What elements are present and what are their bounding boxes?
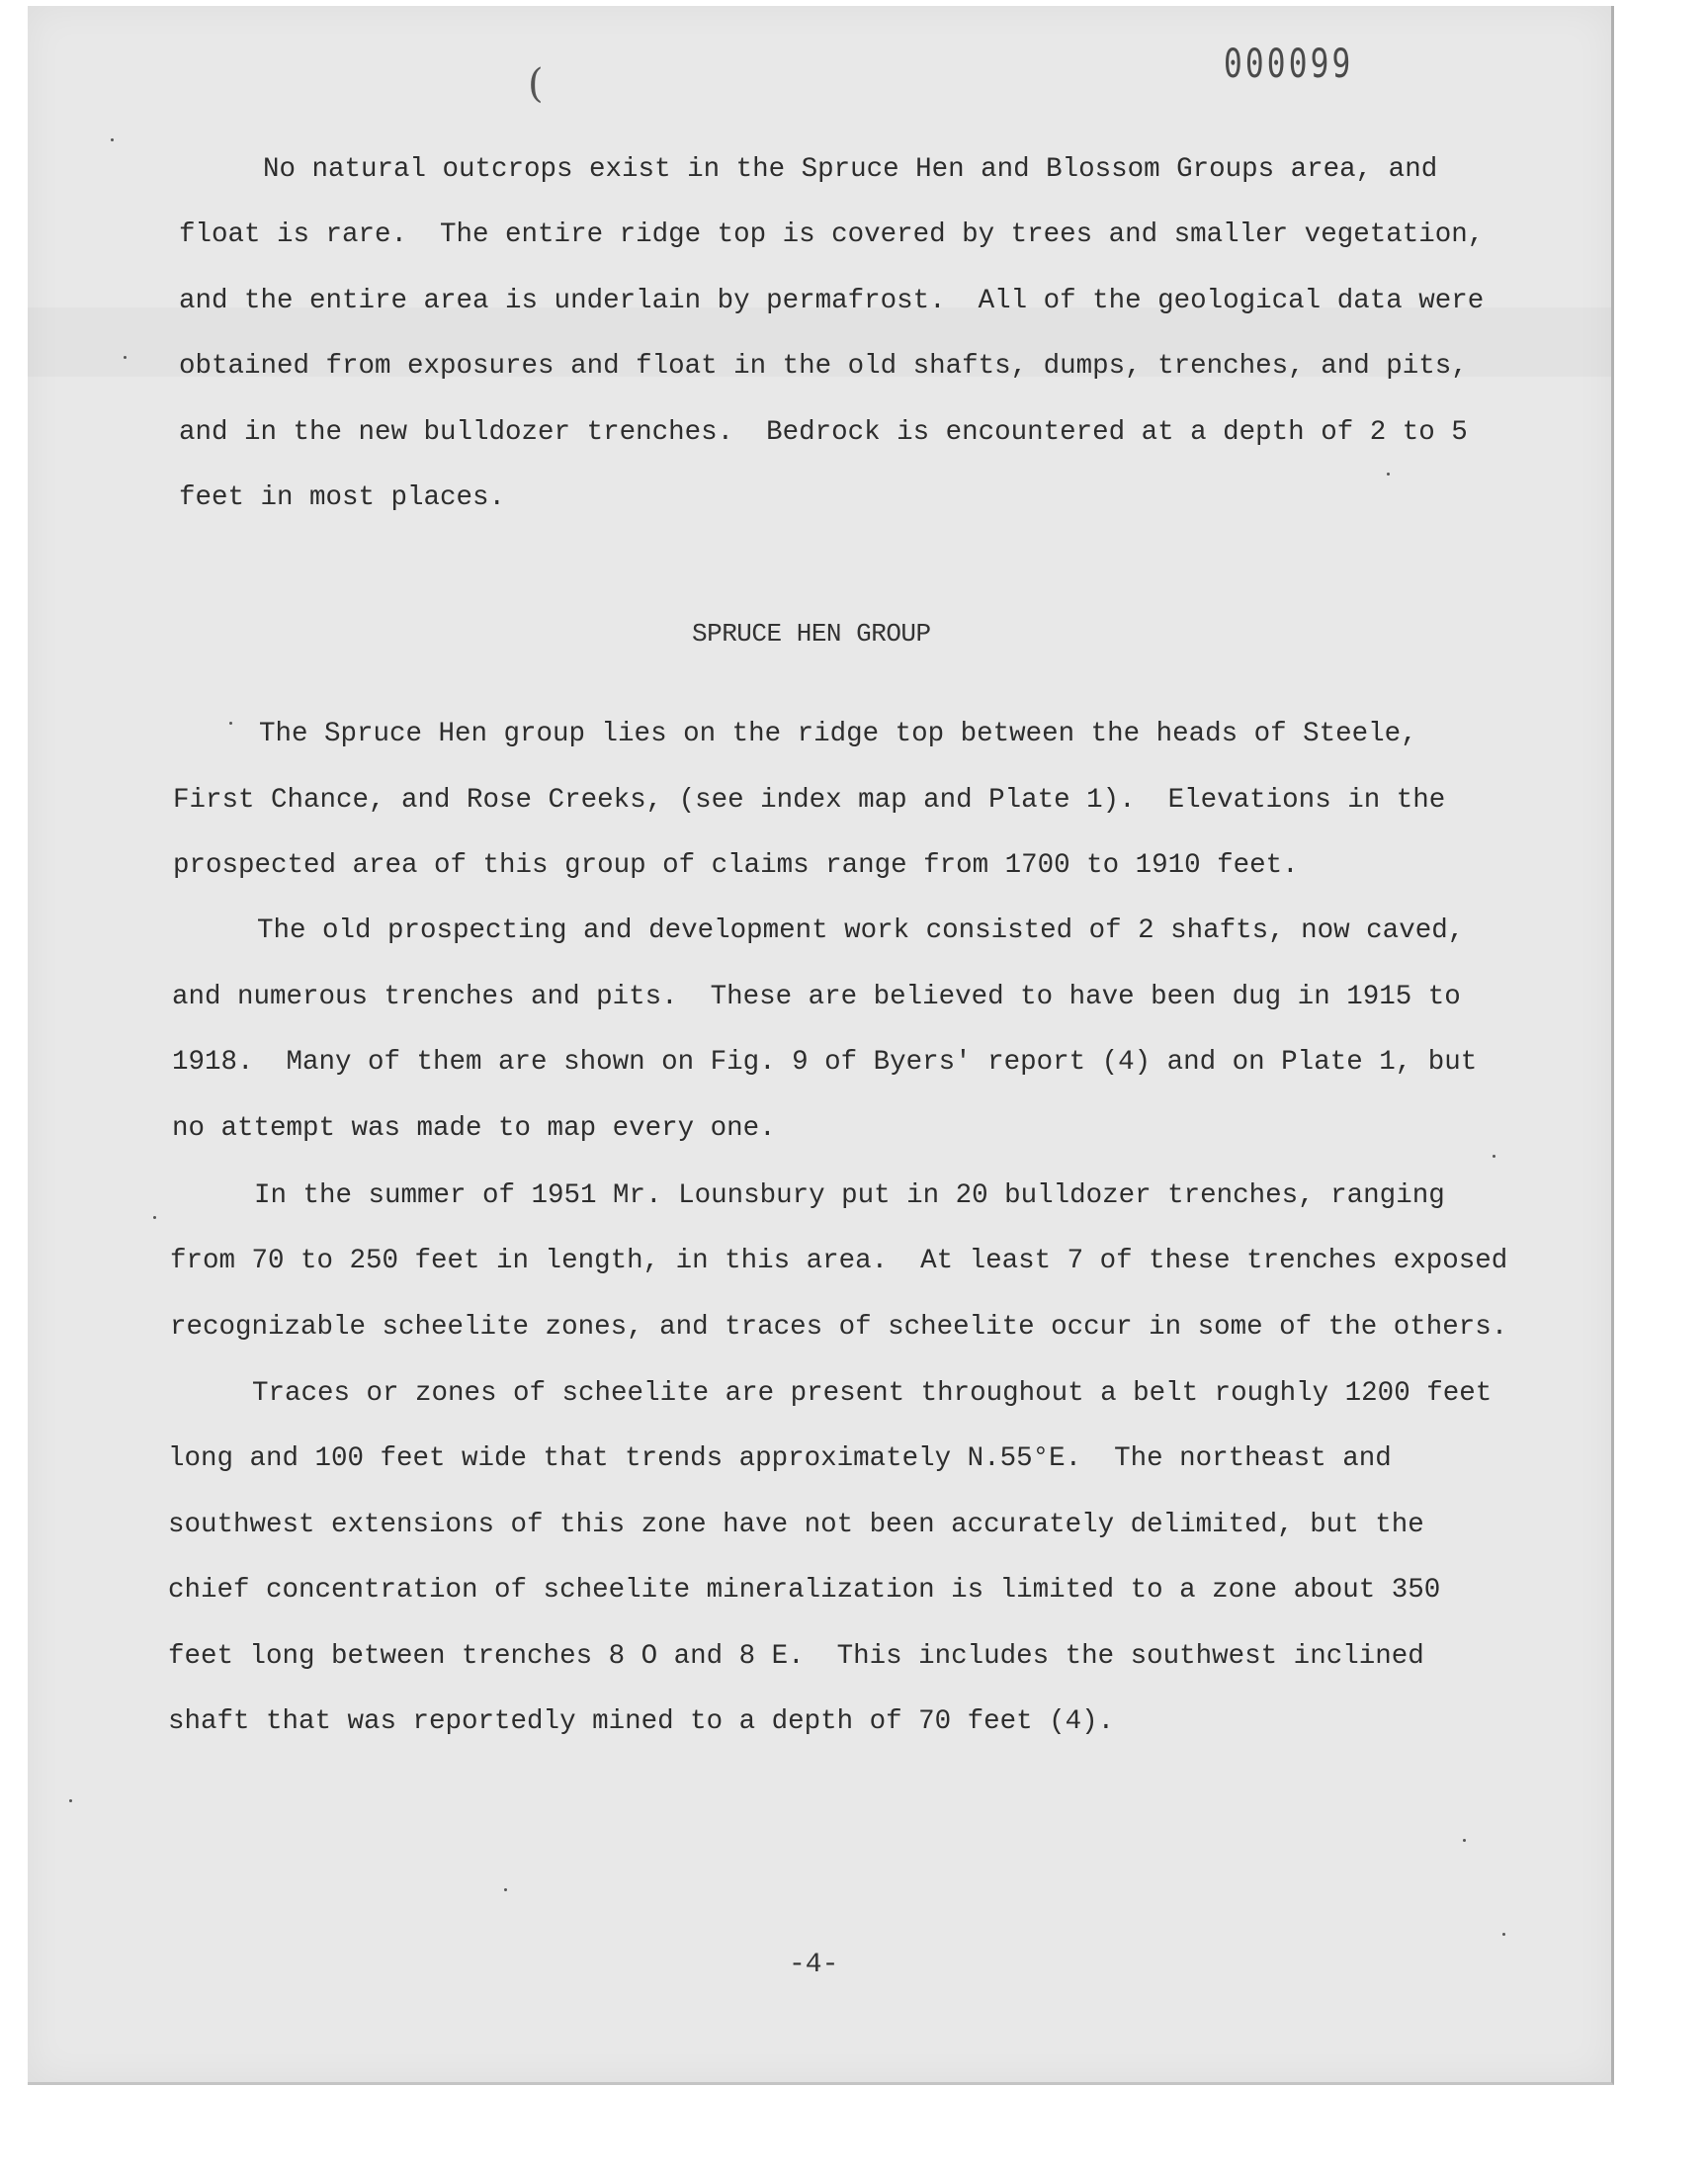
scanned-page [28, 6, 1614, 2085]
text-line: float is rare. The entire ridge top is covered by trees and smaller vegetation, [179, 219, 1485, 250]
text-line: obtained from exposures and float in the old shafts, dumps, trenches, and pits, [179, 351, 1468, 382]
scan-speck [124, 356, 127, 359]
scan-speck [111, 138, 114, 141]
text-line: prospected area of this group of claims range from 1700 to 1910 feet. [173, 850, 1299, 881]
scan-speck [1387, 473, 1390, 476]
text-line: No natural outcrops exist in the Spruce Hen and Blossom Groups area, and [263, 154, 1438, 185]
text-line: long and 100 feet wide that trends approximately N.55°E. The northeast and [168, 1443, 1392, 1474]
scan-speck [153, 1216, 156, 1219]
scan-speck [1463, 1839, 1466, 1842]
text-line: The Spruce Hen group lies on the ridge top between the heads of Steele, [259, 719, 1417, 749]
page-id-stamp: 000099 [1224, 42, 1354, 87]
scan-speck [69, 1799, 72, 1802]
text-line: from 70 to 250 feet in length, in this area. At least 7 of these trenches exposed [170, 1246, 1508, 1276]
text-line: recognizable scheelite zones, and traces of scheelite occur in some of the others. [170, 1312, 1508, 1343]
text-line: 1918. Many of them are shown on Fig. 9 of Byers' report (4) and on Plate 1, but [172, 1047, 1478, 1078]
text-line: In the summer of 1951 Mr. Lounsbury put in 20 bulldozer trenches, ranging [254, 1180, 1445, 1211]
text-line: feet long between trenches 8 O and 8 E. This includes the southwest inclined [168, 1641, 1424, 1672]
scan-speck [504, 1888, 507, 1891]
text-line: First Chance, and Rose Creeks, (see index map and Plate 1). Elevations in the [173, 785, 1446, 816]
text-line: no attempt was made to map every one. [172, 1113, 776, 1144]
text-line: chief concentration of scheelite mineralization is limited to a zone about 350 [168, 1575, 1441, 1606]
text-line: Traces or zones of scheelite are present throughout a belt roughly 1200 feet [252, 1378, 1493, 1409]
scan-speck [229, 722, 232, 725]
page-number: -4- [789, 1950, 839, 1980]
scan-speck [1493, 1155, 1495, 1158]
text-line: The old prospecting and development work consisted of 2 shafts, now caved, [257, 915, 1465, 946]
stray-mark: ( [528, 61, 544, 107]
text-line: southwest extensions of this zone have not been accurately delimited, but the [168, 1510, 1424, 1540]
section-heading: SPRUCE HEN GROUP [692, 619, 931, 649]
text-line: and in the new bulldozer trenches. Bedrock is encountered at a depth of 2 to 5 [179, 417, 1468, 448]
text-line: and numerous trenches and pits. These are believed to have been dug in 1915 to [172, 982, 1461, 1012]
scan-speck [1502, 1933, 1505, 1936]
text-line: feet in most places. [179, 482, 506, 513]
text-line: shaft that was reportedly mined to a depth of 70 feet (4). [168, 1706, 1115, 1737]
text-line: and the entire area is underlain by permafrost. All of the geological data were [179, 286, 1485, 316]
